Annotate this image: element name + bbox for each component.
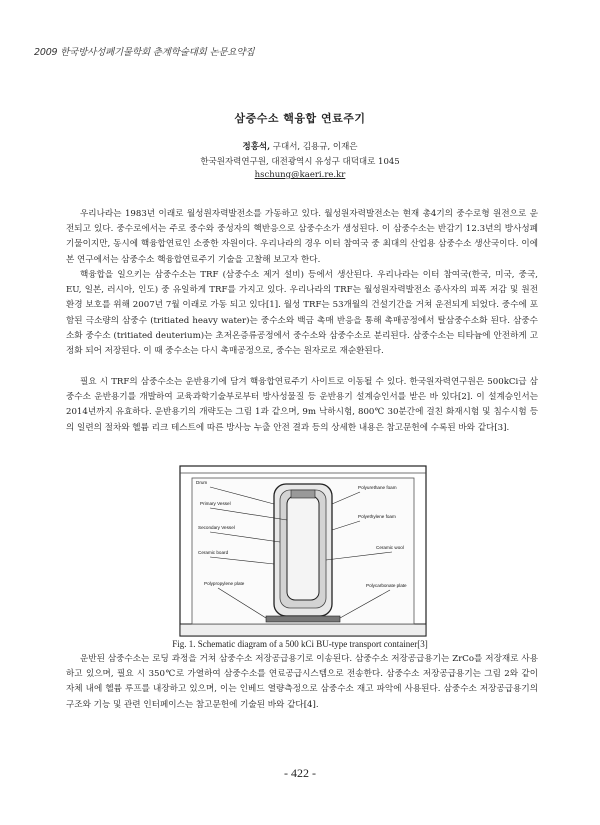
label-secondary-vessel: Secondary Vessel <box>198 525 235 530</box>
label-ceramic-board: Ceramic board <box>198 550 229 555</box>
affiliation: 한국원자력연구원, 대전광역시 유성구 대덕대로 1045 <box>200 157 400 167</box>
paragraph-2: 핵융합을 일으키는 삼중수소는 TRF (삼중수소 제거 설비) 등에서 생산된다. 우리나라는 이터 참여국(한국, 미국, 중국, EU, 일본, 러시아, 인도) 중 유일하게 TRF를 가지고 있다. 우리나라의 TRF는 월성원자력발전소 종사자의 피폭 저감 및 원전 환경 보호를 위해 2007년 7월 이래로 가동 되고 있다[1]. 월성 TRF는 53개월의 건설기간을 거쳐 운전되게 되었다. 중수에 포함된 극소량의 삼중수 (tritiated heavy water)는 중수소와 백금 촉매 반응을 통해 촉매공정에서 탈삼중수소화 된다. 삼중수소화 중수소 (tritiated deuterium)는 초저온증류공정에서 중수소와 삼중수소로 분리된다. 삼중수소는 티타늄에 안전하게 고정화 되어 저장된다. 이 때 중수소는 다시 촉매공정으로, 중수는 원자로로 재순환된다. <box>66 270 538 357</box>
running-header: 2009 한국방사성폐기물학회 춘계학술대회 논문요약집 <box>34 47 255 58</box>
email-line <box>0 170 600 180</box>
paragraph-1: 우리나라는 1983년 이래로 월성원자력발전소를 가동하고 있다. 월성원자력발전소는 현재 총4기의 중수로형 원전으로 운전되고 있다. 중수로에서는 주로 중수와 중성자의 핵반응으로 삼중수소가 생성된다. 이 삼중수소는 반감기 12.3년의 방사성폐기물이지만, 동시에 핵융합연료인 소중한 자원이다. 우리나라의 경우 이터 참여국 중 최대의 산업용 삼중수소 생산국이다. 이에 본 연구에서는 삼중수소 핵융합연료주기 기술을 고찰해 보고자 한다. <box>66 209 538 265</box>
label-polycarbonate-plate: Polycarbonate plate <box>366 583 407 588</box>
label-primary-vessel: Primary Vessel <box>200 501 231 506</box>
label-ceramic-wool: Ceramic wool <box>376 545 404 550</box>
figure-caption: Fig. 1. Schematic diagram of a 500 kCi BU-type transport container[3] <box>172 639 428 649</box>
paragraph-4: 운반된 삼중수소는 로딩 과정을 거쳐 삼중수소 저장공급용기로 이송된다. 삼중수소 저장공급용기는 ZrCo를 저장재로 사용하고 있으며, 필요 시 350℃로 가열하여 삼중수소를 연료공급시스템으로 전송한다. 삼중수소 저장공급용기는 그림 2와 같이 자체 내에 헬륨 루프를 내장하고 있으며, 이는 인베드 열량측정으로 삼중수소 재고 파악에 사용된다. 삼중수소 저장공급용기의 구조와 기능 및 관련 인터페이스는 참고문헌에 기술된 바와 같다[4]. <box>66 654 538 710</box>
co-authors: 구대서, 김용규, 이재은 <box>270 142 358 152</box>
figure-transport-container <box>170 464 436 638</box>
polypropylene-plate <box>266 616 340 622</box>
authors <box>0 140 600 152</box>
label-polyethylene-foam: Polyethylene foam <box>358 514 396 519</box>
paragraph-3: 필요 시 TRF의 삼중수소는 운반용기에 담겨 핵융합연료주기 사이트로 이동될 수 있다. 한국원자력연구원은 500kCi급 삼중수소 운반용기를 개발하여 교육과학기술부로부터 방사성물질 등 운반용기 설계승인서를 받은 바 있다[2]. 이 설계승인서는 2014년까지 유효하다. 운반용기의 개략도는 그림 1과 같으며, 9m 낙하시험, 800℃ 30분간에 걸친 화재시험 및 침수시험 등의 일련의 절차와 헬륨 리크 테스트에 따른 방사능 누출 안전 결과 등의 상세한 내용은 참고문헌에 수록된 바와 같다[3]. <box>66 377 538 433</box>
label-polypropylene-plate: Polypropylene plate <box>204 581 245 586</box>
drum-base <box>180 624 426 636</box>
lead-author: 정홍석, <box>242 142 271 152</box>
container-schematic <box>170 464 436 638</box>
label-drum: Drum <box>196 480 208 485</box>
primary-vessel <box>287 496 319 600</box>
page-number: - 422 - <box>284 766 316 780</box>
paper-title: 삼중수소 핵융합 연료주기 <box>234 112 366 125</box>
label-polyurethane-foam: Polyurethane foam <box>358 485 397 490</box>
primary-vessel-cap <box>291 490 315 498</box>
author-email: hschung@kaeri.re.kr <box>254 170 346 180</box>
